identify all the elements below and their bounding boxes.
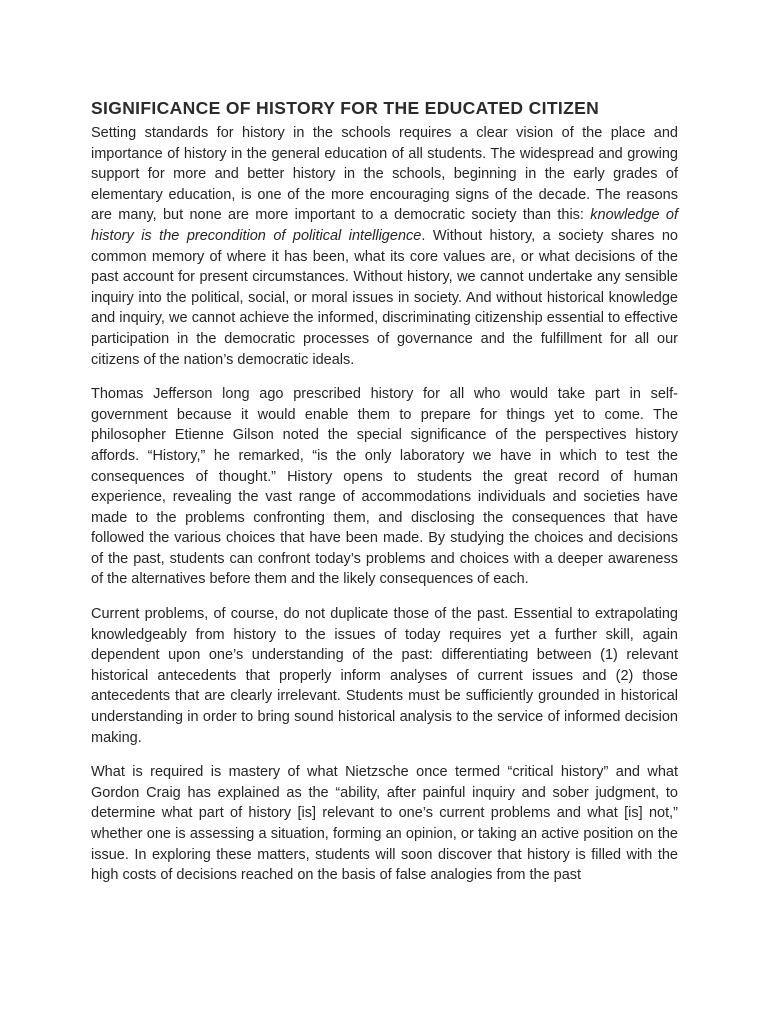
paragraph-3: Current problems, of course, do not duplicate those of the past. Essential to extrapolating knowledgeably from history to the issues of today requires yet a further skill, again dependent upon one’s understanding of the past: differentiating between (1) relevant historical antecedents that properly inform analyses of current issues and (2) those antecedents that are clearly irrelevant. Students must be sufficiently grounded in historical understanding in order to bring sound historical analysis to the service of informed decision making.	[91, 606, 678, 746]
paragraph-2: Thomas Jefferson long ago prescribed history for all who would take part in self-government because it would enable them to prepare for things yet to come. The philosopher Etienne Gilson noted the special significance of the perspectives history affords. “History,” he remarked, “is the only laboratory we have in which to test the consequences of thought.” History opens to students the great record of human experience, revealing the vast range of accommodations individuals and societies have made to the problems confronting them, and disclosing the consequences that have followed the various choices that have been made. By studying the choices and decisions of the past, students can confront today’s problems and choices with a deeper awareness of the alternatives before them and the likely consequences of each.	[91, 386, 678, 588]
paragraph-1-text-end: . Without history, a society shares no common memory of where it has been, what its core values are, or what decisions of the past account for present circumstances. Without history, we cannot undertake any sensible inquiry into the political, social, or moral issues in society. And without historical knowledge and inquiry, we cannot achieve the informed, discriminating citizenship essential to effective participation in the democratic processes of governance and the fulfillment for all our citizens of the nation’s democratic ideals.	[91, 227, 678, 368]
document-page	[91, 96, 678, 900]
paragraph-1-text-start: Setting standards for history in the schools requires a clear vision of the place and importance of history in the general education of all students. The widespread and growing support for more and better history in the schools, beginning in the early grades of elementary education, is one of the more encouraging signs of the decade. The reasons are many, but none are more important to a democratic society than this:	[91, 125, 678, 224]
document-title: SIGNIFICANCE OF HISTORY FOR THE EDUCATED CITIZEN	[91, 98, 600, 118]
paragraph-1-emphasis: knowledge of history is the precondition of political intelligence	[91, 207, 678, 244]
paragraph-4: What is required is mastery of what Nietzsche once termed “critical history” and what Gordon Craig has explained as the “ability, after painful inquiry and sober judgment, to determine what part of history [is] relevant to one’s current problems and what [is] not,” whether one is assessing a situation, forming an opinion, or taking an active position on the issue. In exploring these matters, students will soon discover that history is filled with the high costs of decisions reached on the basis of false analogies from the past	[91, 764, 678, 884]
paragraph-1	[91, 123, 678, 370]
